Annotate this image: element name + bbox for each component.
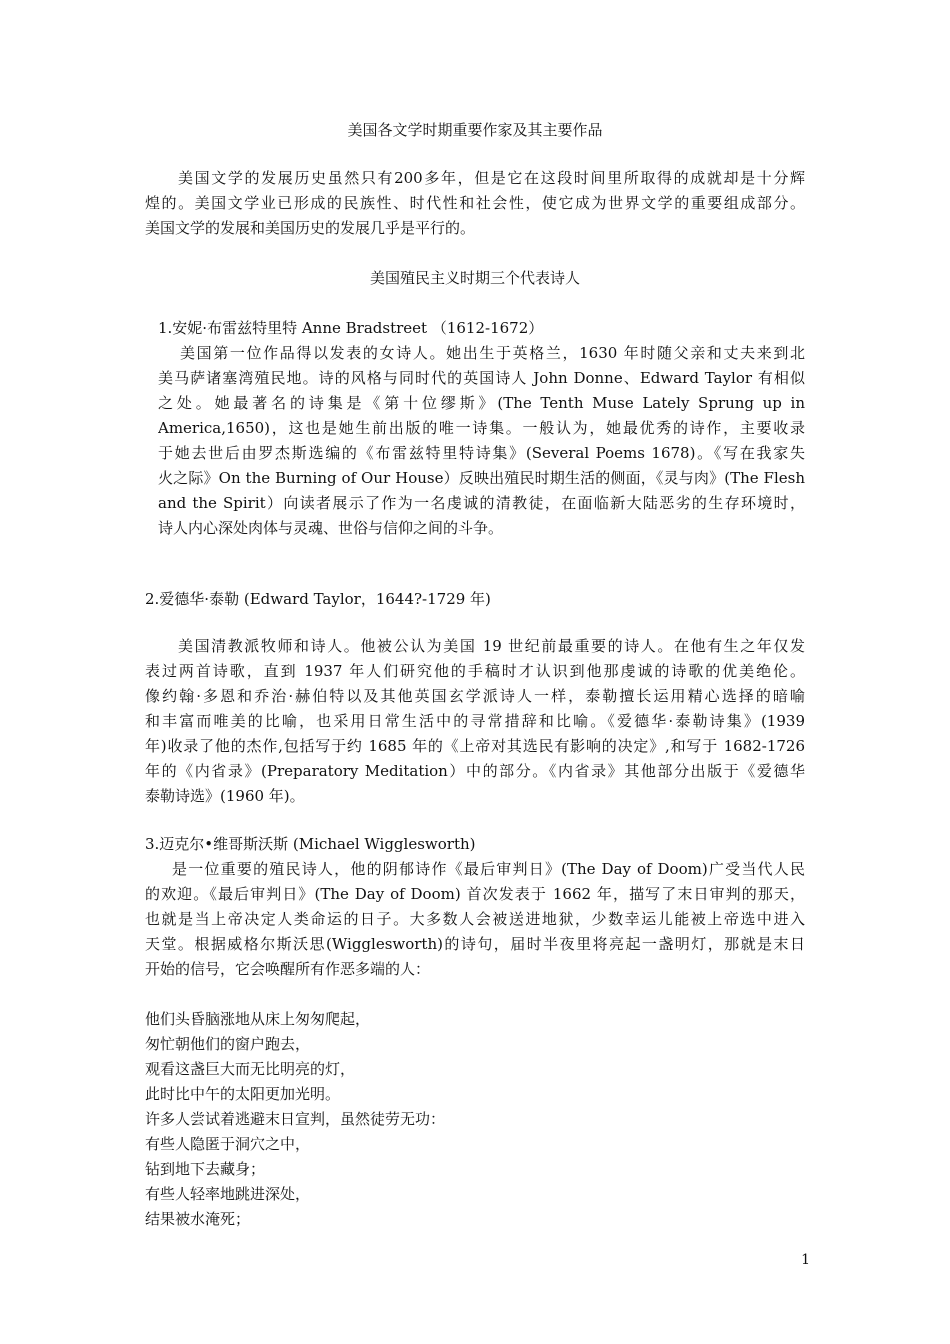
intro-line-3: 美国文学的发展和美国历史的发展几乎是平行的。 xyxy=(145,219,476,237)
poet-3-line-4: 天堂。根据威格尔斯沃思(Wigglesworth)的诗句，届时半夜里将亮起一盏明灯，那就是末日 xyxy=(145,935,805,953)
poet-3-line-2: 的欢迎。《最后审判日》(The Day of Doom) 首次发表于 1662 年，描写了末日审判的那天， xyxy=(145,885,805,903)
page-number: 1 xyxy=(801,1252,810,1268)
poet-1-line-4: America,1650)，这也是她生前出版的唯一诗集。一般认为，她最优秀的诗作，主要收录 xyxy=(158,419,805,437)
poet-1-line-2: 美马萨诸塞湾殖民地。诗的风格与同时代的英国诗人 John Donne、Edward Taylor 有相似 xyxy=(158,369,805,387)
poem-line-4: 此时比中午的太阳更加光明。 xyxy=(145,1085,341,1103)
poet-2-line-1: 美国清教派牧师和诗人。他被公认为美国 19 世纪前最重要的诗人。在他有生之年仅发 xyxy=(178,637,805,655)
poem-line-6: 有些人隐匿于洞穴之中， xyxy=(145,1135,311,1153)
poet-heading-2: 2.爱德华·泰勒 (Edward Taylor，1644?-1729 年) xyxy=(145,590,491,608)
poet-2-line-7: 泰勒诗选》(1960 年)。 xyxy=(145,787,305,805)
poem-line-3: 观看这盏巨大而无比明亮的灯， xyxy=(145,1060,356,1078)
poem-line-8: 有些人轻率地跳进深处， xyxy=(145,1185,311,1203)
poem-line-9: 结果被水淹死； xyxy=(145,1210,251,1228)
intro-line-1: 美国文学的发展历史虽然只有200多年，但是它在这段时间里所取得的成就却是十分辉 xyxy=(178,169,805,187)
poet-1-line-5: 于她去世后由罗杰斯选编的《布雷兹特里特诗集》(Several Poems 1678)。《写在我家失 xyxy=(158,444,805,462)
poet-1-line-6: 火之际》On the Burning of Our House）反映出殖民时期生活的侧面，《灵与肉》(The Flesh xyxy=(158,469,805,487)
poet-3-line-5: 开始的信号，它会唤醒所有作恶多端的人： xyxy=(145,960,431,978)
poem-line-5: 许多人尝试着逃避末日宣判，虽然徒劳无功： xyxy=(145,1110,446,1128)
poet-2-line-6: 年的《内省录》(Preparatory Meditation）中的部分。《内省录》其他部分出版于《爱德华 xyxy=(145,762,805,780)
poet-2-line-4: 和丰富而唯美的比喻，也采用日常生活中的寻常措辞和比喻。《爱德华·泰勒诗集》(1939 xyxy=(145,712,805,730)
poet-2-line-3: 像约翰·多恩和乔治·赫伯特以及其他英国玄学派诗人一样，泰勒擅长运用精心选择的暗喻 xyxy=(145,687,805,705)
poet-3-line-1: 是一位重要的殖民诗人，他的阴郁诗作《最后审判日》(The Day of Doom)广受当代人民 xyxy=(172,860,805,878)
section-title: 美国殖民主义时期三个代表诗人 xyxy=(369,269,580,287)
poet-1-line-3: 之处。她最著名的诗集是《第十位缪斯》(The Tenth Muse Lately Sprung up in xyxy=(158,394,805,412)
poet-1-line-8: 诗人内心深处肉体与灵魂、世俗与信仰之间的斗争。 xyxy=(158,519,504,537)
poet-3-line-3: 也就是当上帝决定人类命运的日子。大多数人会被送进地狱，少数幸运儿能被上帝选中进入 xyxy=(145,910,805,928)
poet-1-line-1: 美国第一位作品得以发表的女诗人。她出生于英格兰，1630 年时随父亲和丈夫来到北 xyxy=(180,344,805,362)
poem-line-1: 他们头昏脑涨地从床上匆匆爬起， xyxy=(145,1010,371,1028)
document-title: 美国各文学时期重要作家及其主要作品 xyxy=(347,121,603,139)
poet-heading-1: 1.安妮·布雷兹特里特 Anne Bradstreet （1612-1672） xyxy=(158,319,544,337)
poet-1-line-7: and the Spirit）向读者展示了作为一名虔诚的清教徒，在面临新大陆恶劣的生存环境时， xyxy=(158,494,805,512)
poem-line-2: 匆忙朝他们的窗户跑去， xyxy=(145,1035,311,1053)
poet-2-line-5: 年)收录了他的杰作,包括写于约 1685 年的《上帝对其选民有影响的决定》,和写于 1682-1726 xyxy=(145,737,805,755)
poem-line-7: 钻到地下去藏身； xyxy=(145,1160,266,1178)
intro-line-2: 煌的。美国文学业已形成的民族性、时代性和社会性，使它成为世界文学的重要组成部分。 xyxy=(145,194,805,212)
poet-2-line-2: 表过两首诗歌，直到 1937 年人们研究他的手稿时才认识到他那虔诚的诗歌的优美绝伦。 xyxy=(145,662,805,680)
poet-heading-3: 3.迈克尔•维哥斯沃斯 (Michael Wigglesworth) xyxy=(145,835,476,853)
